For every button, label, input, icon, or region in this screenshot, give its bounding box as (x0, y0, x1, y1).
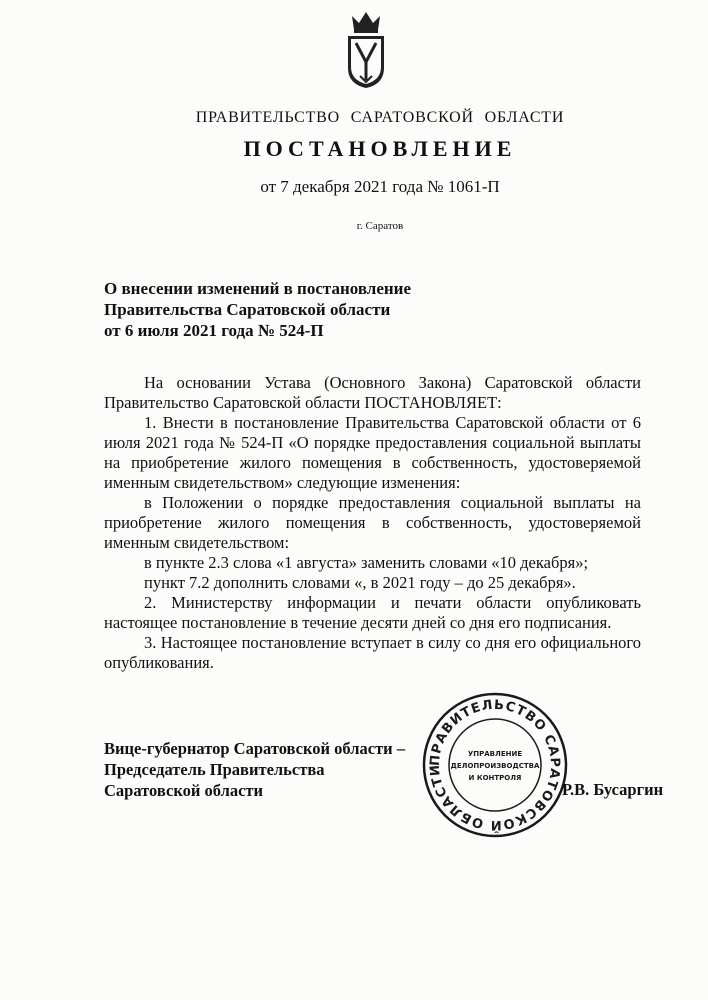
body-paragraph: На основании Устава (Основного Закона) Саратовской области Правительство Саратовской области ПОСТАНОВЛЯЕТ: (104, 373, 641, 412)
svg-text:ПРАВИТЕЛЬСТВО САРАТОВСКОЙ ОБЛА: ПРАВИТЕЛЬСТВО САРАТОВСКОЙ ОБЛАСТИ (427, 697, 563, 833)
organization-name: ПРАВИТЕЛЬСТВО САРАТОВСКОЙ ОБЛАСТИ (195, 109, 565, 126)
svg-text:И КОНТРОЛЯ: И КОНТРОЛЯ (468, 774, 522, 782)
subject-line: Правительства Саратовской области (104, 300, 391, 319)
coat-of-arms-icon (342, 10, 390, 90)
official-stamp (420, 690, 570, 840)
body-paragraph: в Положении о порядке предоставления социальной выплаты на приобретение жилого помещения в собственность, удостоверяемой именным свидетельством: (104, 493, 641, 552)
signer-title-line: Вице-губернатор Саратовской области – (104, 739, 406, 758)
signer-name: Р.В. Бусаргин (562, 780, 664, 799)
svg-text:УПРАВЛЕНИЕ: УПРАВЛЕНИЕ (467, 750, 523, 758)
document-subject (104, 278, 464, 341)
document-city: г. Саратов (356, 220, 404, 232)
document-body (104, 373, 641, 673)
signer-title (104, 738, 424, 801)
body-paragraph: пункт 7.2 дополнить словами «, в 2021 году – до 25 декабря». (144, 573, 576, 592)
subject-line: О внесении изменений в постановление (104, 279, 411, 298)
signer-title-line: Председатель Правительства (104, 760, 325, 779)
signer-title-line: Саратовской области (104, 781, 264, 800)
subject-line: от 6 июля 2021 года № 524-П (104, 321, 324, 340)
body-paragraph: в пункте 2.3 слова «1 августа» заменить словами «10 декабря»; (144, 553, 589, 572)
body-paragraph: 3. Настоящее постановление вступает в силу со дня его официального опубликования. (104, 633, 641, 672)
body-paragraph: 2. Министерству информации и печати области опубликовать настоящее постановление в течение десяти дней со дня его подписания. (104, 593, 641, 632)
svg-text:ДЕЛОПРОИЗВОДСТВА: ДЕЛОПРОИЗВОДСТВА (450, 762, 540, 770)
body-paragraph: 1. Внести в постановление Правительства Саратовской области от 6 июля 2021 года № 524-П «О порядке предоставления социальной выплаты на приобретение жилого помещения в собственность, удостоверяемой именным свидетельством» следующие изменения: (104, 413, 641, 492)
document-type: ПОСТАНОВЛЕНИЕ (243, 136, 517, 161)
document-date-number: от 7 декабря 2021 года № 1061-П (260, 177, 500, 196)
